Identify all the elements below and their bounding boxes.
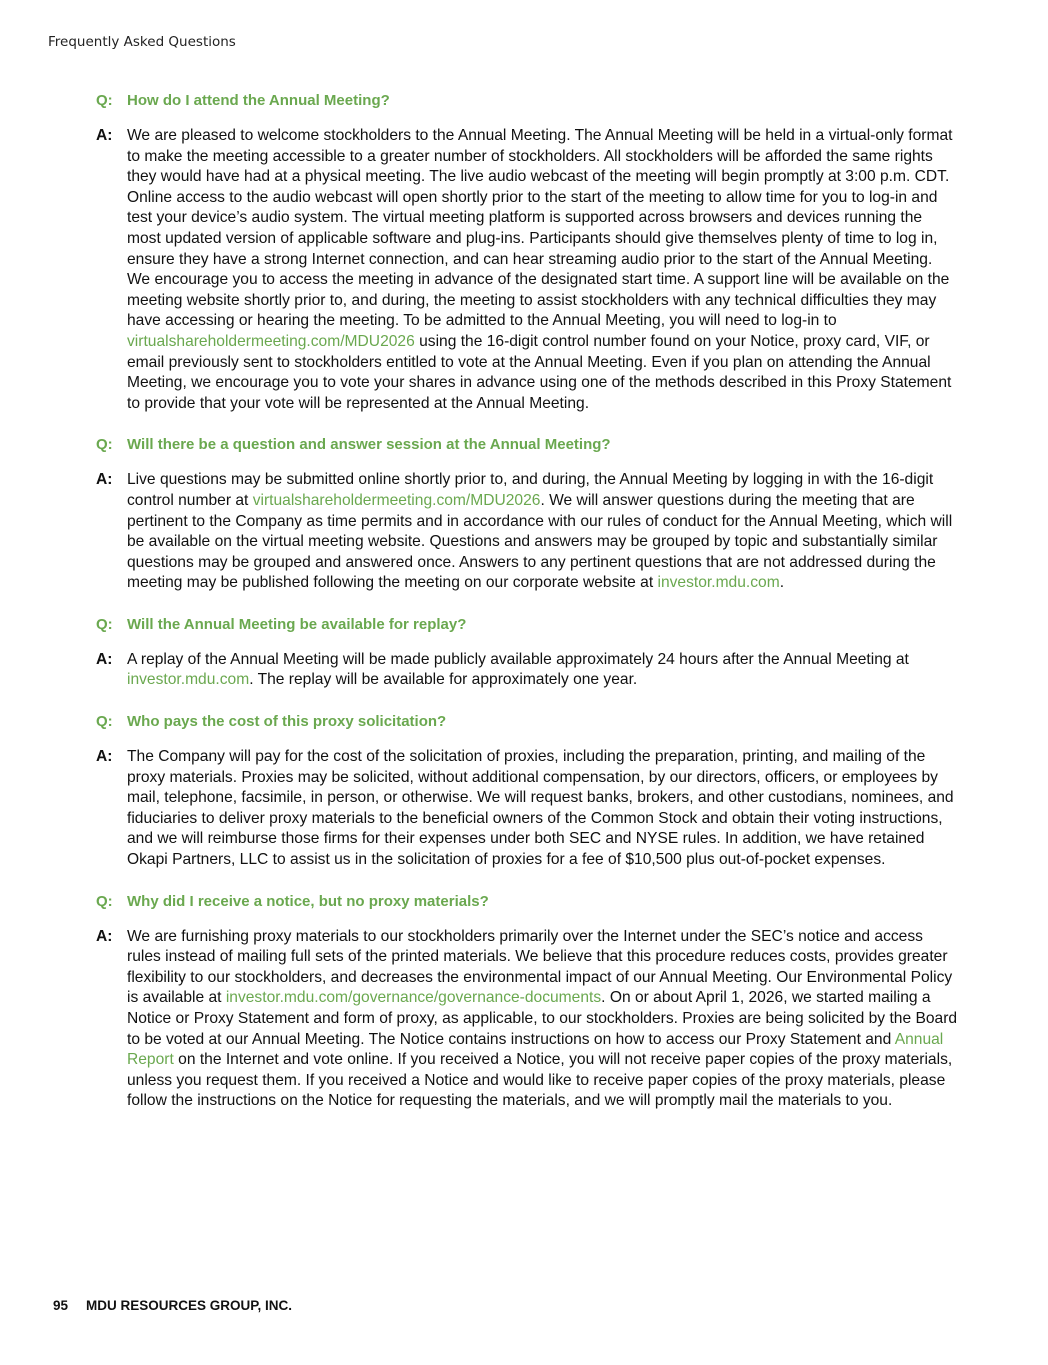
answer-text: The Company will pay for the cost of the solicitation of proxies, including the preparation, printing, and mailing of the proxy materials. Proxies may be solicited, without additional compensation, by our directors, officers, or employees by mail, telephone, facsimile, in person, or otherwise. We will request banks, brokers, and other custodians, nominees, and fiduciaries to deliver proxy materials to the beneficial owners of the Common Stock and obtain their voting instructions, and we will reimburse those firms for their expenses under both SEC and NYSE rules. In addition, we have retained Okapi Partners, LLC to assist us in the solicitation of proxies for a fee of $10,500 plus out-of-pocket expenses. [127, 748, 954, 869]
question-marker: Q: [96, 436, 113, 454]
meeting-link[interactable]: virtualshareholdermeeting.com/MDU2026 [127, 332, 415, 350]
answer-segment: . On or about April 1, 2026, we started mailing a Notice or Proxy Statement and form of proxy, as applicable, to our stockholders. Proxies are being solicited by the Board to be voted at our Annual Meeting. The Notice contains instructions on how to access our Proxy Statement and [127, 989, 958, 1048]
faq-question [96, 91, 958, 111]
faq-answer [96, 126, 958, 414]
annual-report-link[interactable]: Annual Report [127, 1030, 944, 1069]
faq-item [96, 615, 958, 691]
question-text: How do I attend the Annual Meeting? [127, 92, 390, 109]
answer-segment: We are pleased to welcome stockholders to the Annual Meeting. The Annual Meeting will be held in a virtual-only format to make the meeting accessible to a greater number of stockholders. All stockholders will be afforded the same rights they would have had at a physical meeting. The live audio webcast of the meeting will begin promptly at 3:00 p.m. CDT. Online access to the audio webcast will open shortly prior to the start of the meeting to allow time for you to log-in and test your device’s audio system. The virtual meeting platform is supported across browsers and devices running the most updated version of applicable software and plug-ins. Participants should give themselves plenty of time to log in, ensure they have a strong Internet connection, and can hear streaming audio prior to the start of the Annual Meeting. We encourage you to access the meeting in advance of the designated start time. A support line will be available on the meeting website shortly prior to, and during, the meeting to assist stockholders with any technical difficulties they may have accessing or hearing the meeting. To be admitted to the Annual Meeting, you will need to log-in to [127, 127, 953, 330]
faq-question [96, 712, 958, 732]
faq-question [96, 892, 958, 912]
answer-segment: Live questions may be submitted online shortly prior to, and during, the Annual Meeting by logging in with the 16-digit control number at [127, 471, 934, 509]
answer-segment: A replay of the Annual Meeting will be made publicly available approximately 24 hours after the Annual Meeting at [127, 650, 909, 668]
investor-link[interactable]: investor.mdu.com [127, 671, 250, 689]
question-text: Will the Annual Meeting be available for replay? [127, 615, 467, 633]
faq-answer [96, 470, 958, 594]
answer-segment: . [779, 574, 785, 592]
answer-segment: . The replay will be available for approximately one year. [249, 671, 638, 689]
answer-segment: using the 16-digit control number found on your Notice, proxy card, VIF, or email previously sent to stockholders entitled to vote at the Annual Meeting. Even if you plan on attending the Annual Meeting, we encourage you to vote your shares in advance using one of the methods described in this Proxy Statement to provide that your vote will be represented at the Annual Meeting. [127, 332, 952, 412]
answer-marker: A: [96, 927, 113, 945]
answer-text [127, 650, 958, 691]
faq-item [96, 712, 958, 871]
answer-segment: on the Internet and vote online. If you received a Notice, you will not receive paper copies of the proxy materials, unless you request them. If you received a Notice and would like to receive paper copies of the proxy materials, please follow the instructions on the Notice for requesting the materials, and we will promptly mail the materials to you. [127, 1051, 953, 1110]
investor-link[interactable]: investor.mdu.com [657, 574, 780, 592]
page-footer [53, 1298, 292, 1313]
faq-item [96, 435, 958, 594]
faq-answer [96, 927, 958, 1112]
faq-list [96, 91, 958, 1133]
answer-segment: . We will answer questions during the meeting that are pertinent to the Company as time permits and in accordance with our rules of conduct for the Annual Meeting, which will be available on the virtual meeting website. Questions and answers may be grouped by topic and substantially similar questions may be grouped and answered once. Answers to any pertinent questions that are not addressed during the meeting may be published following the meeting on our corporate website at [127, 491, 953, 592]
question-marker: Q: [96, 713, 113, 731]
governance-documents-link[interactable]: investor.mdu.com/governance/governance-documents [225, 989, 602, 1007]
faq-answer [96, 650, 958, 691]
question-marker: Q: [96, 92, 113, 109]
answer-marker: A: [96, 650, 113, 668]
faq-question [96, 435, 958, 455]
question-text: Why did I receive a notice, but no proxy materials? [127, 892, 489, 910]
faq-answer [96, 747, 958, 871]
question-text: Who pays the cost of this proxy solicitation? [127, 713, 447, 731]
page-number: 95 [53, 1298, 69, 1313]
answer-text [127, 927, 958, 1112]
meeting-link[interactable]: virtualshareholdermeeting.com/MDU2026 [252, 491, 541, 509]
answer-text [127, 470, 958, 594]
question-text: Will there be a question and answer session at the Annual Meeting? [127, 436, 611, 454]
section-header: Frequently Asked Questions [48, 34, 236, 50]
faq-item [96, 892, 958, 1112]
faq-item [96, 91, 958, 414]
answer-text [127, 126, 958, 414]
question-marker: Q: [96, 615, 113, 633]
answer-segment: We are furnishing proxy materials to our stockholders primarily over the Internet under the SEC’s notice and access rules instead of mailing full sets of the printed materials. We believe that this procedure reduces costs, provides greater flexibility to our stockholders, and decreases the environmental impact of our Annual Meeting. Our Environmental Policy is available at [127, 927, 953, 1007]
faq-question [96, 615, 958, 635]
answer-marker: A: [96, 748, 113, 766]
question-marker: Q: [96, 892, 113, 910]
company-name: MDU RESOURCES GROUP, INC. [86, 1298, 293, 1313]
answer-marker: A: [96, 127, 113, 144]
answer-marker: A: [96, 471, 113, 489]
